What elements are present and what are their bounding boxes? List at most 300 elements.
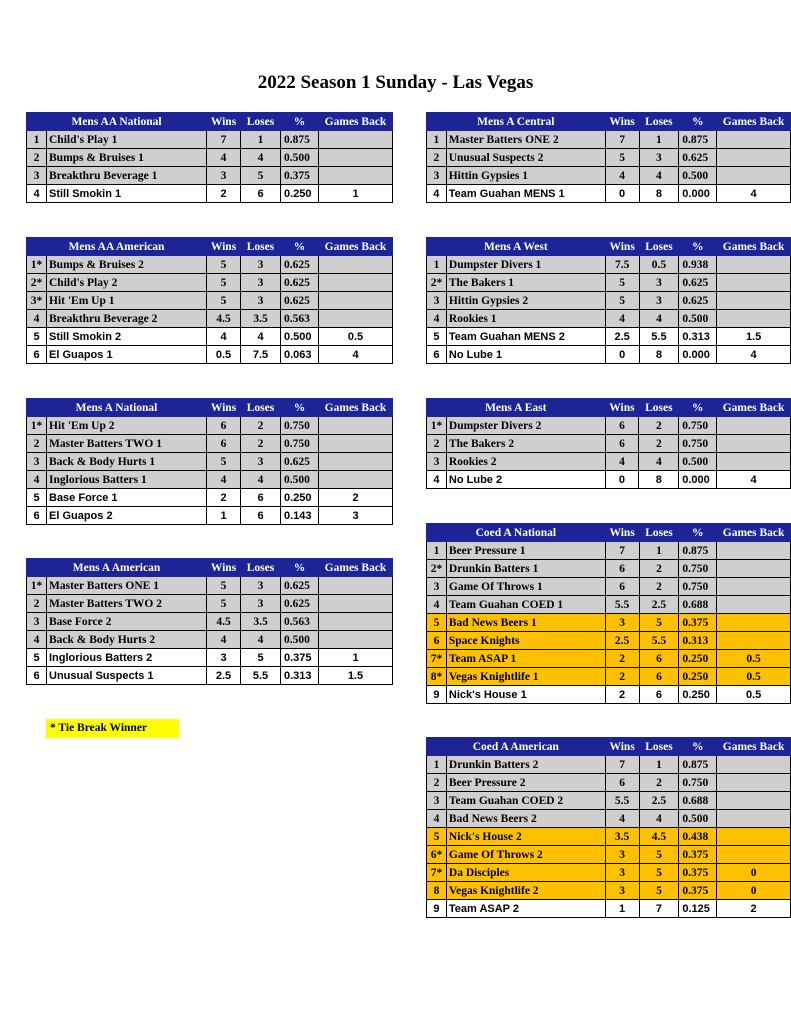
table-row [427, 792, 791, 810]
team-name: Nick's House 1 [446, 686, 605, 704]
standings-table [426, 398, 791, 489]
wins-cell: 4 [207, 328, 241, 346]
games-back-cell [319, 310, 393, 328]
games-back-cell [717, 167, 791, 185]
table-row [427, 292, 791, 310]
rank-cell: 2 [27, 435, 47, 453]
games-back-cell: 4 [717, 346, 791, 364]
rank-cell: 8* [427, 668, 447, 686]
loses-cell: 2 [639, 417, 679, 435]
pct-cell: 0.625 [281, 292, 319, 310]
table-row [427, 882, 791, 900]
loses-cell: 6 [639, 668, 679, 686]
table-row [27, 453, 393, 471]
pct-cell: 0.313 [679, 632, 717, 650]
team-name: Game Of Throws 2 [446, 846, 605, 864]
games-back-header: Games Back [717, 524, 791, 542]
pct-cell: 0.875 [679, 131, 717, 149]
table-row [427, 435, 791, 453]
pct-cell: 0.625 [281, 595, 319, 613]
loses-cell: 3 [241, 595, 281, 613]
table-header-row [427, 238, 791, 256]
table-header-row [27, 113, 393, 131]
games-back-cell [319, 577, 393, 595]
loses-cell: 2.5 [639, 792, 679, 810]
team-name: Team ASAP 2 [446, 900, 605, 918]
table-header-row [27, 238, 393, 256]
team-name: Back & Body Hurts 1 [47, 453, 207, 471]
pct-cell: 0.500 [281, 631, 319, 649]
team-name: Team Guahan MENS 2 [446, 328, 605, 346]
table-row [27, 577, 393, 595]
team-name: Bumps & Bruises 1 [47, 149, 207, 167]
wins-cell: 2.5 [605, 328, 639, 346]
rank-cell: 2 [27, 595, 47, 613]
table-row [427, 131, 791, 149]
table-header-row [427, 113, 791, 131]
team-name: Beer Pressure 1 [446, 542, 605, 560]
loses-cell: 4 [639, 453, 679, 471]
pct-cell: 0.875 [679, 756, 717, 774]
games-back-cell [319, 471, 393, 489]
team-name: Hittin Gypsies 1 [446, 167, 605, 185]
standings-table [26, 112, 393, 203]
team-name: Team ASAP 1 [446, 650, 605, 668]
wins-cell: 4 [207, 631, 241, 649]
team-name: Rookies 2 [446, 453, 605, 471]
pct-header: % [679, 738, 717, 756]
loses-cell: 4 [639, 167, 679, 185]
games-back-cell [319, 149, 393, 167]
rank-cell: 6* [427, 846, 447, 864]
table-row [27, 185, 393, 203]
wins-cell: 5 [605, 292, 639, 310]
table-row [427, 328, 791, 346]
rank-cell: 5 [27, 649, 47, 667]
wins-cell: 0.5 [207, 346, 241, 364]
pct-header: % [679, 238, 717, 256]
pct-cell: 0.750 [679, 774, 717, 792]
wins-cell: 7 [605, 131, 639, 149]
table-row [27, 631, 393, 649]
rank-cell: 6 [427, 346, 447, 364]
loses-header: Loses [241, 238, 281, 256]
table-row [27, 435, 393, 453]
wins-cell: 2.5 [605, 632, 639, 650]
loses-cell: 1 [639, 131, 679, 149]
team-name: Base Force 1 [47, 489, 207, 507]
rank-cell: 3 [427, 167, 447, 185]
pct-cell: 0.875 [281, 131, 319, 149]
pct-cell: 0.563 [281, 613, 319, 631]
wins-cell: 2 [605, 668, 639, 686]
rank-cell: 5 [427, 328, 447, 346]
loses-header: Loses [639, 238, 679, 256]
games-back-header: Games Back [717, 238, 791, 256]
pct-cell: 0.313 [281, 667, 319, 685]
loses-cell: 5.5 [639, 632, 679, 650]
team-name: Rookies 1 [446, 310, 605, 328]
wins-cell: 1 [605, 900, 639, 918]
loses-header: Loses [241, 559, 281, 577]
games-back-cell: 1 [319, 649, 393, 667]
loses-cell: 3.5 [241, 613, 281, 631]
team-name: Master Batters TWO 2 [47, 595, 207, 613]
team-name: Breakthru Beverage 1 [47, 167, 207, 185]
pct-cell: 0.938 [679, 256, 717, 274]
games-back-cell [717, 453, 791, 471]
games-back-cell [717, 614, 791, 632]
pct-cell: 0.625 [281, 274, 319, 292]
page-title: 2022 Season 1 Sunday - Las Vegas [257, 72, 534, 93]
team-name: Breakthru Beverage 2 [47, 310, 207, 328]
table-row [427, 167, 791, 185]
pct-cell: 0.250 [679, 650, 717, 668]
pct-cell: 0.500 [281, 328, 319, 346]
table-header-row [27, 559, 393, 577]
games-back-cell: 1.5 [319, 667, 393, 685]
wins-cell: 4 [605, 167, 639, 185]
pct-cell: 0.500 [679, 310, 717, 328]
loses-header: Loses [639, 113, 679, 131]
loses-cell: 3 [241, 292, 281, 310]
team-name: Beer Pressure 2 [446, 774, 605, 792]
games-back-cell: 0 [717, 864, 791, 882]
wins-cell: 3.5 [605, 828, 639, 846]
rank-cell: 4 [427, 471, 447, 489]
loses-cell: 5.5 [639, 328, 679, 346]
table-row [427, 346, 791, 364]
rank-cell: 2* [27, 274, 47, 292]
games-back-cell [717, 792, 791, 810]
wins-cell: 5.5 [605, 792, 639, 810]
loses-cell: 3 [241, 453, 281, 471]
games-back-cell [717, 131, 791, 149]
rank-cell: 4 [27, 310, 47, 328]
table-row [27, 471, 393, 489]
team-name: Nick's House 2 [446, 828, 605, 846]
pct-cell: 0.250 [679, 668, 717, 686]
loses-cell: 5 [639, 882, 679, 900]
rank-cell: 3 [27, 613, 47, 631]
wins-cell: 6 [207, 435, 241, 453]
team-name: Still Smokin 1 [47, 185, 207, 203]
games-back-cell: 3 [319, 507, 393, 525]
team-name: The Bakers 2 [446, 435, 605, 453]
pct-header: % [281, 559, 319, 577]
division-name: Mens A National [27, 399, 207, 417]
loses-cell: 1 [241, 131, 281, 149]
team-name: Vegas Knightlife 1 [446, 668, 605, 686]
pct-cell: 0.313 [679, 328, 717, 346]
games-back-cell [319, 167, 393, 185]
loses-cell: 8 [639, 471, 679, 489]
rank-cell: 2 [427, 774, 447, 792]
loses-cell: 2 [639, 560, 679, 578]
wins-cell: 5 [605, 149, 639, 167]
loses-cell: 6 [241, 185, 281, 203]
rank-cell: 4 [27, 471, 47, 489]
pct-header: % [679, 524, 717, 542]
games-back-cell: 4 [717, 185, 791, 203]
loses-cell: 2 [639, 774, 679, 792]
table-row [27, 595, 393, 613]
games-back-cell [717, 756, 791, 774]
wins-header: Wins [207, 399, 241, 417]
rank-cell: 1* [27, 256, 47, 274]
team-name: Da Disciples [446, 864, 605, 882]
table-row [427, 864, 791, 882]
division-name: Coed A American [427, 738, 606, 756]
wins-cell: 5 [207, 453, 241, 471]
rank-cell: 7* [427, 864, 447, 882]
wins-cell: 0 [605, 185, 639, 203]
games-back-header: Games Back [319, 399, 393, 417]
pct-header: % [679, 113, 717, 131]
games-back-header: Games Back [717, 113, 791, 131]
rank-cell: 1* [427, 417, 447, 435]
wins-header: Wins [605, 524, 639, 542]
team-name: Child's Play 2 [47, 274, 207, 292]
division-name: Mens A East [427, 399, 606, 417]
wins-cell: 4 [605, 810, 639, 828]
rank-cell: 3 [427, 792, 447, 810]
games-back-header: Games Back [319, 238, 393, 256]
wins-cell: 5 [207, 274, 241, 292]
loses-cell: 4 [639, 810, 679, 828]
wins-cell: 5 [605, 274, 639, 292]
pct-cell: 0.750 [679, 417, 717, 435]
pct-cell: 0.000 [679, 346, 717, 364]
pct-header: % [281, 113, 319, 131]
loses-cell: 3 [639, 149, 679, 167]
wins-header: Wins [207, 559, 241, 577]
pct-cell: 0.375 [281, 167, 319, 185]
wins-header: Wins [605, 238, 639, 256]
games-back-cell [717, 810, 791, 828]
team-name: El Guapos 2 [47, 507, 207, 525]
loses-cell: 5 [639, 846, 679, 864]
pct-cell: 0.625 [281, 256, 319, 274]
loses-cell: 5 [241, 649, 281, 667]
wins-cell: 2 [207, 185, 241, 203]
division-name: Mens A Central [427, 113, 606, 131]
table-row [427, 417, 791, 435]
table-row [27, 310, 393, 328]
table-row [427, 686, 791, 704]
games-back-header: Games Back [717, 738, 791, 756]
team-name: Bumps & Bruises 2 [47, 256, 207, 274]
table-row [27, 256, 393, 274]
pct-cell: 0.250 [679, 686, 717, 704]
rank-cell: 1 [427, 256, 447, 274]
table-row [427, 256, 791, 274]
table-row [427, 471, 791, 489]
team-name: The Bakers 1 [446, 274, 605, 292]
loses-cell: 3 [241, 577, 281, 595]
pct-header: % [281, 238, 319, 256]
table-row [27, 613, 393, 631]
rank-cell: 6 [427, 632, 447, 650]
loses-cell: 2 [639, 578, 679, 596]
pct-cell: 0.750 [281, 435, 319, 453]
games-back-cell [717, 596, 791, 614]
games-back-header: Games Back [319, 559, 393, 577]
wins-header: Wins [207, 238, 241, 256]
division-name: Mens A West [427, 238, 606, 256]
pct-cell: 0.250 [281, 185, 319, 203]
loses-cell: 3 [639, 274, 679, 292]
table-row [427, 578, 791, 596]
standings-table [26, 237, 393, 364]
loses-header: Loses [639, 399, 679, 417]
team-name: Master Batters ONE 2 [446, 131, 605, 149]
rank-cell: 5 [27, 328, 47, 346]
team-name: El Guapos 1 [47, 346, 207, 364]
loses-header: Loses [639, 738, 679, 756]
rank-cell: 8 [427, 882, 447, 900]
pct-cell: 0.500 [679, 810, 717, 828]
loses-cell: 3.5 [241, 310, 281, 328]
table-row [427, 828, 791, 846]
games-back-cell [717, 292, 791, 310]
team-name: Inglorious Batters 2 [47, 649, 207, 667]
games-back-cell [717, 828, 791, 846]
pct-cell: 0.688 [679, 596, 717, 614]
team-name: Vegas Knightlife 2 [446, 882, 605, 900]
wins-cell: 3 [207, 167, 241, 185]
wins-cell: 3 [605, 864, 639, 882]
pct-cell: 0.688 [679, 792, 717, 810]
team-name: Bad News Beers 2 [446, 810, 605, 828]
table-row [427, 453, 791, 471]
table-row [27, 274, 393, 292]
team-name: Back & Body Hurts 2 [47, 631, 207, 649]
team-name: Master Batters ONE 1 [47, 577, 207, 595]
pct-cell: 0.625 [679, 292, 717, 310]
rank-cell: 2* [427, 274, 447, 292]
wins-cell: 3 [605, 614, 639, 632]
team-name: Master Batters TWO 1 [47, 435, 207, 453]
games-back-cell: 0.5 [717, 650, 791, 668]
division-name: Mens AA American [27, 238, 207, 256]
table-header-row [427, 738, 791, 756]
loses-cell: 7 [639, 900, 679, 918]
games-back-cell [717, 310, 791, 328]
wins-cell: 4.5 [207, 613, 241, 631]
table-row [427, 596, 791, 614]
games-back-cell: 0.5 [717, 686, 791, 704]
loses-cell: 4 [241, 149, 281, 167]
wins-cell: 7.5 [605, 256, 639, 274]
wins-cell: 6 [605, 578, 639, 596]
tie-break-note: * Tie Break Winner [46, 719, 179, 738]
team-name: Base Force 2 [47, 613, 207, 631]
games-back-cell: 4 [319, 346, 393, 364]
table-row [27, 328, 393, 346]
table-row [427, 668, 791, 686]
table-row [427, 542, 791, 560]
wins-header: Wins [605, 738, 639, 756]
team-name: Bad News Beers 1 [446, 614, 605, 632]
pct-cell: 0.750 [679, 578, 717, 596]
loses-header: Loses [241, 399, 281, 417]
table-row [27, 489, 393, 507]
wins-cell: 5 [207, 256, 241, 274]
loses-cell: 6 [639, 686, 679, 704]
table-row [427, 756, 791, 774]
table-header-row [27, 399, 393, 417]
pct-cell: 0.625 [281, 453, 319, 471]
table-row [427, 650, 791, 668]
wins-cell: 7 [207, 131, 241, 149]
games-back-cell [319, 417, 393, 435]
pct-cell: 0.625 [281, 577, 319, 595]
games-back-cell [319, 131, 393, 149]
team-name: Team Guahan MENS 1 [446, 185, 605, 203]
rank-cell: 1 [427, 756, 447, 774]
wins-header: Wins [207, 113, 241, 131]
loses-header: Loses [241, 113, 281, 131]
games-back-cell: 1 [319, 185, 393, 203]
rank-cell: 3 [427, 292, 447, 310]
games-back-cell [717, 256, 791, 274]
games-back-cell [319, 256, 393, 274]
table-row [427, 846, 791, 864]
rank-cell: 2 [27, 149, 47, 167]
rank-cell: 1 [27, 131, 47, 149]
loses-header: Loses [639, 524, 679, 542]
pct-cell: 0.143 [281, 507, 319, 525]
table-row [27, 131, 393, 149]
rank-cell: 3* [27, 292, 47, 310]
wins-cell: 7 [605, 542, 639, 560]
table-row [27, 346, 393, 364]
games-back-cell: 0 [717, 882, 791, 900]
team-name: No Lube 1 [446, 346, 605, 364]
games-back-cell [319, 613, 393, 631]
division-name: Mens A American [27, 559, 207, 577]
wins-cell: 6 [605, 417, 639, 435]
wins-cell: 5 [207, 595, 241, 613]
table-row [427, 310, 791, 328]
loses-cell: 2.5 [639, 596, 679, 614]
rank-cell: 1* [27, 577, 47, 595]
wins-cell: 6 [207, 417, 241, 435]
games-back-cell [717, 560, 791, 578]
pct-cell: 0.750 [679, 560, 717, 578]
pct-cell: 0.375 [281, 649, 319, 667]
rank-cell: 6 [27, 507, 47, 525]
table-row [27, 507, 393, 525]
rank-cell: 9 [427, 686, 447, 704]
games-back-header: Games Back [717, 399, 791, 417]
pct-cell: 0.625 [679, 149, 717, 167]
team-name: Inglorious Batters 1 [47, 471, 207, 489]
pct-cell: 0.500 [281, 471, 319, 489]
pct-cell: 0.250 [281, 489, 319, 507]
games-back-cell [319, 274, 393, 292]
rank-cell: 4 [427, 185, 447, 203]
rank-cell: 6 [27, 667, 47, 685]
standings-table [426, 523, 791, 704]
wins-cell: 3 [207, 649, 241, 667]
rank-cell: 4 [427, 310, 447, 328]
pct-cell: 0.000 [679, 471, 717, 489]
rank-cell: 2 [427, 149, 447, 167]
pct-cell: 0.750 [679, 435, 717, 453]
wins-cell: 3 [605, 882, 639, 900]
